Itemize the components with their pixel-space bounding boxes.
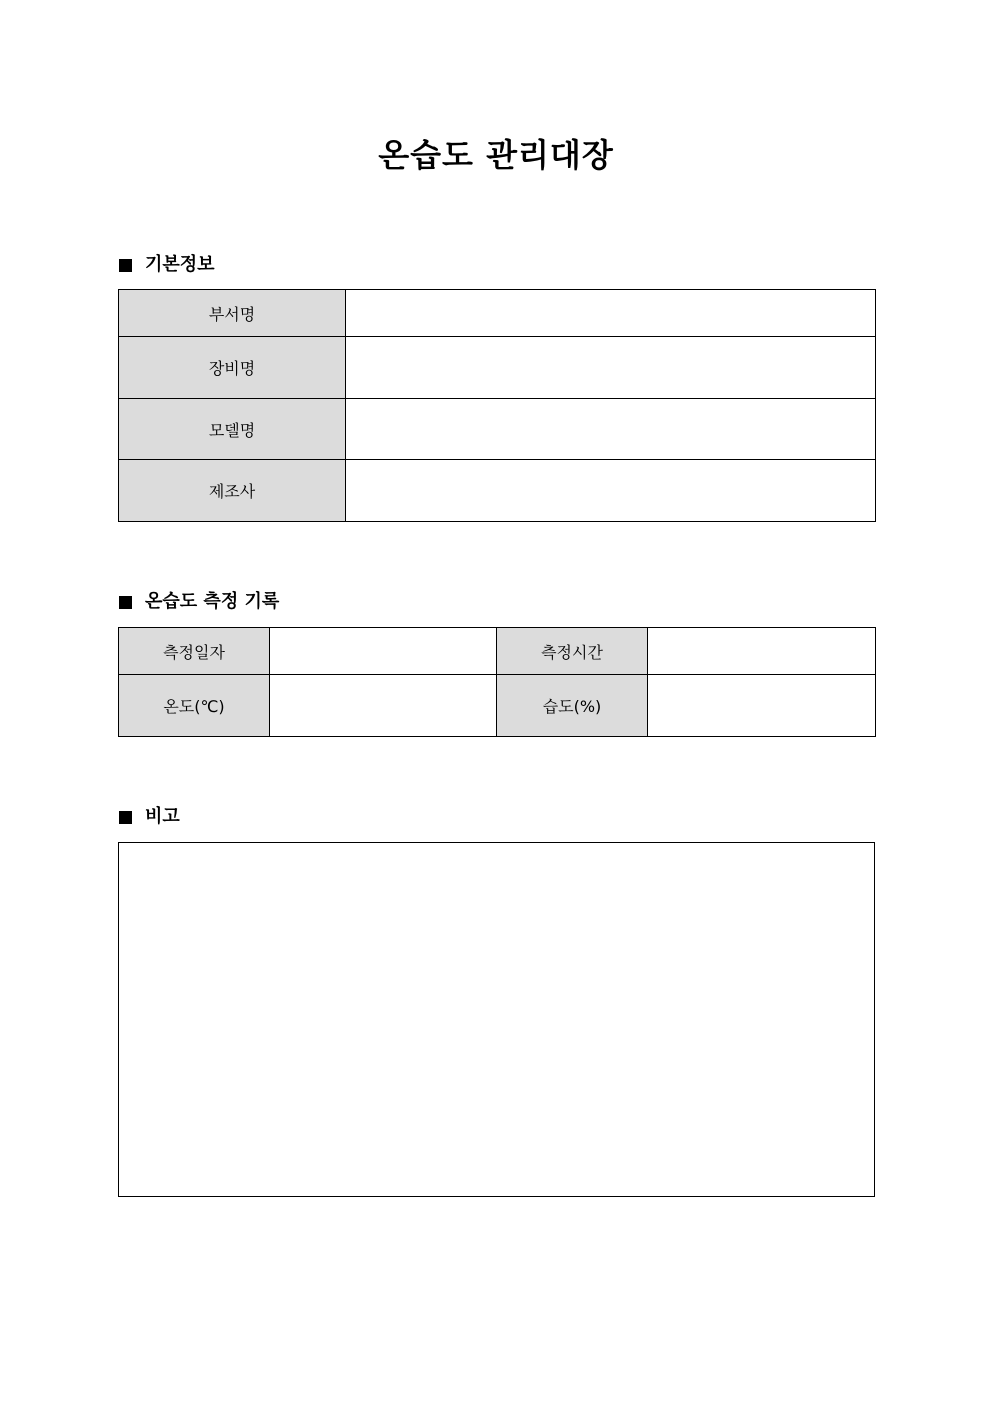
square-bullet-icon bbox=[119, 596, 132, 609]
department-label: 부서명 bbox=[119, 290, 346, 337]
manufacturer-label: 제조사 bbox=[119, 460, 346, 522]
table-row bbox=[119, 337, 876, 399]
basic-info-table bbox=[118, 289, 876, 522]
square-bullet-icon bbox=[119, 811, 132, 824]
humidity-label: 습도(%) bbox=[497, 675, 648, 737]
humidity-field[interactable] bbox=[648, 675, 876, 737]
basic-info-heading bbox=[119, 253, 215, 277]
temperature-label: 온도(℃) bbox=[119, 675, 270, 737]
measure-time-label: 측정시간 bbox=[497, 628, 648, 675]
measure-date-field[interactable] bbox=[270, 628, 497, 675]
remarks-heading-text: 비고 bbox=[145, 806, 180, 827]
model-field[interactable] bbox=[346, 399, 876, 460]
model-label: 모델명 bbox=[119, 399, 346, 460]
equipment-field[interactable] bbox=[346, 337, 876, 399]
square-bullet-icon bbox=[119, 259, 132, 272]
measure-date-label: 측정일자 bbox=[119, 628, 270, 675]
remarks-field[interactable] bbox=[118, 842, 875, 1197]
table-row bbox=[119, 675, 876, 737]
table-row bbox=[119, 628, 876, 675]
table-row bbox=[119, 460, 876, 522]
temperature-field[interactable] bbox=[270, 675, 497, 737]
manufacturer-field[interactable] bbox=[346, 460, 876, 522]
measure-time-field[interactable] bbox=[648, 628, 876, 675]
table-row bbox=[119, 399, 876, 460]
measurement-heading-text: 온습도 측정 기록 bbox=[145, 591, 280, 612]
measurement-table bbox=[118, 627, 876, 737]
measurement-heading bbox=[119, 590, 279, 614]
department-field[interactable] bbox=[346, 290, 876, 337]
equipment-label: 장비명 bbox=[119, 337, 346, 399]
document-title: 온습도 관리대장 bbox=[378, 136, 614, 174]
basic-info-heading-text: 기본정보 bbox=[145, 254, 215, 275]
remarks-heading bbox=[119, 805, 180, 829]
table-row bbox=[119, 290, 876, 337]
